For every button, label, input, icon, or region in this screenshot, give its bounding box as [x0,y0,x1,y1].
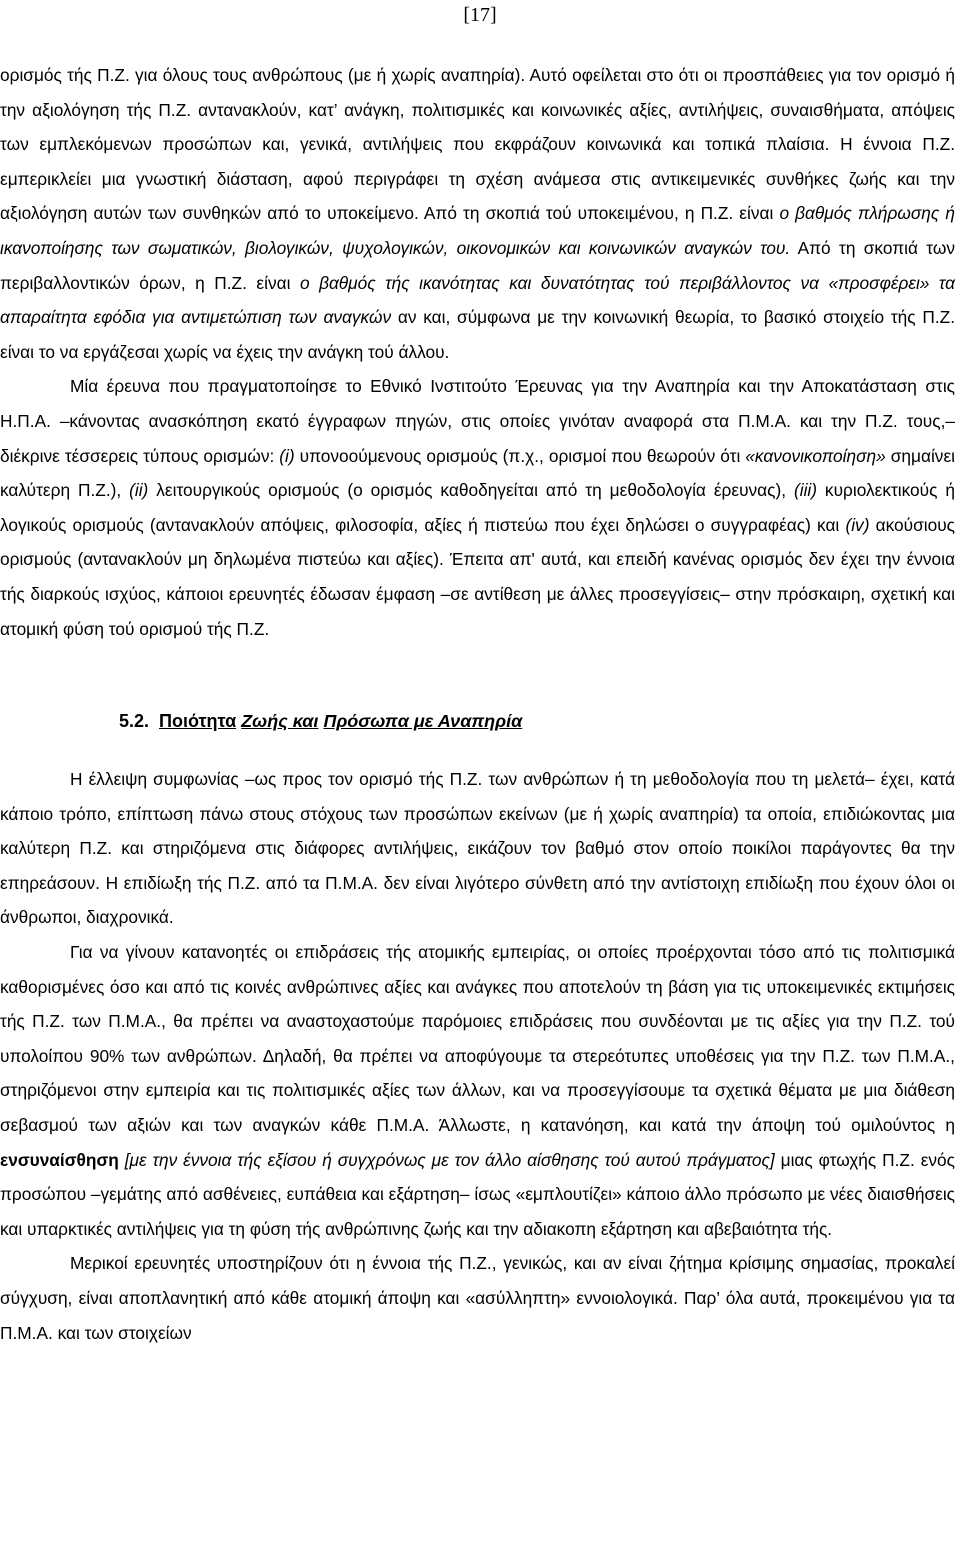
heading-part-1: Ποιότητα [159,711,237,732]
paragraph-4 [0,935,955,1246]
paragraph-2 [0,369,955,646]
p2-text-6: ακούσιους ορισμούς (αντανακλούν μη δηλωμένα πιστεύω και αξίες). Έπειτα απ' αυτά, και επειδή κανένας ορισμός δεν έχει την έννοια τής διαρκούς ισχύος, κάποιοι ερευνητές έδωσαν έμφαση –σε αντίθεση με άλλες προσεγγίσεις– στην πρόσκαιρη, σχετική και ατομική φύση τού ορισμού τής Π.Ζ. [0,514,955,639]
p1-text-3: αν και, σύμφωνα με την κοινωνική θεωρία, το βασικό στοιχείο τής Π.Ζ. είναι το να εργάζεσαι χωρίς να έχεις την ανάγκη τού άλλου. [0,307,955,362]
p4-bold-1: ενσυναίσθηση [0,1149,119,1170]
document-body [0,58,955,1350]
paragraph-3: Η έλλειψη συμφωνίας –ως προς τον ορισμό τής Π.Ζ. των ανθρώπων ή τη μεθοδολογία που τη μελετά– έχει, κατά κάποιο τρόπο, επίπτωση πάνω στους στόχους των προσώπων εκείνων (με ή χωρίς αναπηρία) τα οποία, επιδιώκοντας μια καλύτερη Π.Ζ. και στηριζόμενα στις διάφορες αντιλήψεις, εικάζουν τον βαθμό στον οποίο ποικίλοι παράγοντες θα την επηρεάσουν. Η επιδίωξη τής Π.Ζ. από τα Π.Μ.Α. δεν είναι λιγότερο σύνθετη από την αντίστοιχη επιδίωξη που έχουν όλοι οι άνθρωποι, διαχρονικά. [0,769,955,928]
paragraph-1 [0,58,955,369]
page-number: [17] [463,4,497,26]
p1-italic-2: ο βαθμός τής ικανότητας και δυνατότητας τού περιβάλλοντος να «προσφέρει» τα απαραίτητα εφόδια για αντιμετώπιση των αναγκών [0,272,955,328]
heading-part-3: Πρόσωπα με Αναπηρία [323,711,523,732]
section-heading [0,704,955,738]
p2-text-3: σημαίνει καλύτερη Π.Ζ.), [0,445,955,501]
p4-text-2: μιας φτωχής Π.Ζ. ενός προσώπου –γεμάτης από ασθένειες, ευπάθεια και εξάρτηση– ίσως «εμπλουτίζει» κάποιο άλλο πρόσωπο με νέες διαισθήσεις και υπαρκτικές αντιλήψεις για τη φύση τής ανθρώπινης ζωής και την αδιακοπη εξάρτηση και αβεβαιότητα τής. [0,1149,955,1239]
paragraph-5: Μερικοί ερευνητές υποστηρίζουν ότι η έννοια τής Π.Ζ., γενικώς, και αν είναι ζήτημα κρίσιμης σημασίας, προκαλεί σύγχυση, είναι αποπλανητική από κάθε ατομική άποψη και «ασύλληπτη» εννοιολογικά. Παρ’ όλα αυτά, προκειμένου για τα Π.Μ.Α. και των στοιχείων [0,1253,955,1343]
p2-text-2: υπονοούμενους ορισμούς (π.χ., ορισμοί που θεωρούν ότι [294,445,746,466]
p2-italic-4: (iii) [793,480,817,501]
p2-italic-3: (ii) [129,480,149,501]
p1-italic-1: ο βαθμός πλήρωσης ή ικανοποίησης των σωματικών, βιολογικών, ψυχολογικών, οικονομικών και κοινωνικών αναγκών του. [0,203,955,258]
p1-text-1: ορισμός τής Π.Ζ. για όλους τους ανθρώπους (με ή χωρίς αναπηρία). Αυτό οφείλεται στο ότι οι προσπάθειες για τον ορισμό ή την αξιολόγηση τής Π.Ζ. αντανακλούν, κατ’ ανάγκη, πολιτισμικές και κοινωνικές αξίες, αντιλήψεις, συναισθήματα, απόψεις των εμπλεκόμενων προσώπων και, γενικά, αντιλήψεις που εκφράζουν κοινωνικά και τοπικά πλαίσια. Η έννοια Π.Ζ. εμπερικλείει μια γνωστική διάσταση, αφού περιγράφει τη σχέση ανάμεσα στις αντικειμενικές συνθήκες ζωής και την αξιολόγηση αυτών των συνθηκών από το υποκείμενο. Από τη σκοπιά τού υποκειμένου, η Π.Ζ. είναι [0,65,955,224]
p4-italic-1: [με την έννοια τής εξίσου ή συγχρόνως με τον άλλο αίσθησης τού αυτού πράγματος] [118,1149,775,1170]
heading-part-2: Ζωής και [241,711,319,732]
p2-text-4: λειτουργικούς ορισμούς (ο ορισμός καθοδηγείται από τη μεθοδολογία έρευνας), [148,480,794,501]
p2-text-1: Μία έρευνα που πραγματοποίησε το Εθνικό Ινστιτούτο Έρευνας για την Αναπηρία και την Αποκατάσταση στις Η.Π.Α. –κάνοντας ανασκόπηση εκατό έγγραφων πηγών, στις οποίες γινόταν αναφορά στα Π.Μ.Α. και την Π.Ζ. τους,– διέκρινε τέσσερεις τύπους ορισμών: [0,376,955,466]
p4-text-1: Για να γίνουν κατανοητές οι επιδράσεις τής ατομικής εμπειρίας, οι οποίες προέρχονται τόσο από τις πολιτισμικά καθορισμένες όσο και από τις κοινές ανθρώπινες αξίες και ανάγκες που αποτελούν τη βάση για τις υποκειμενικές εκτιμήσεις τής Π.Ζ. των Π.Μ.Α., θα πρέπει να αναστοχαστούμε παρόμοιες επιδράσεις που συνδέονται με τις αξίες για την Π.Ζ. τού υπολοίπου 90% των ανθρώπων. Δηλαδή, θα πρέπει να αποφύγουμε τα στερεότυπες υποθέσεις για την Π.Ζ. των Π.Μ.Α., στηριζόμενοι στην εμπειρία και τις πολιτισμικές αξίες των άλλων, και να προσεγγίσουμε τα σχετικά θέματα με μια διάθεση σεβασμού των αξιών και των αναγκών κάθε Π.Μ.Α. Άλλωστε, η κατανόηση, και κατά την άποψη τού ομιλούντος η [0,942,955,1136]
p2-italic-1: (i) [279,445,295,466]
p2-italic-2: «κανονικοποίηση» [745,445,886,466]
p2-italic-5: (iv) [845,514,870,535]
p1-text-2: Από τη σκοπιά των περιβαλλοντικών όρων, η Π.Ζ. είναι [0,237,955,293]
section-number: 5.2. [119,711,150,732]
p2-text-5: κυριολεκτικούς ή λογικούς ορισμούς (αντανακλούν απόψεις, φιλοσοφία, αξίες ή πιστεύω που έχει δηλώσει ο συγγραφέας) και [0,480,955,535]
